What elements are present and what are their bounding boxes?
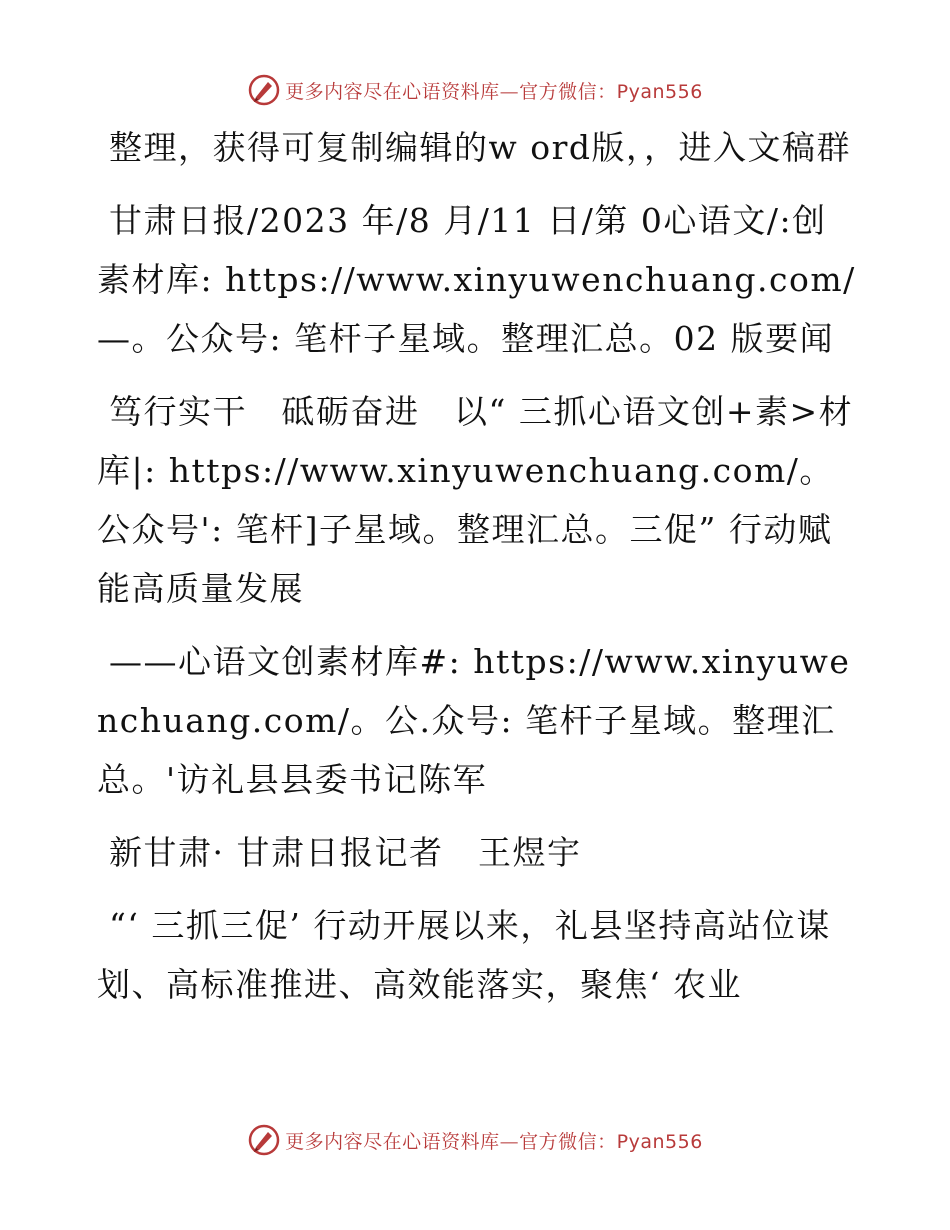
footer-banner-main: 更多内容尽在心语资料库 [285, 1130, 500, 1153]
paragraph-2: 甘肃日报/2023 年/8 月/11 日/第 0心语文/:创素材库: https://www.xinyuwenchuang.com/—。公众号: 笔杆子星域。整理汇总。02 版要闻 [97, 201, 856, 358]
document-body [97, 118, 857, 1028]
paragraph-3: 笃行实干 砥砺奋进 以“ 三抓心语文创+素>材库|: https://www.xinyuwenchuang.com/。公众号': 笔杆]子星域。整理汇总。三促” 行动赋能高质量发展 [97, 392, 854, 608]
header-banner-rest: 官方微信：Pyan556 [519, 80, 703, 103]
pen-nib-logo-icon [247, 73, 281, 107]
footer-banner-sep: — [499, 1130, 520, 1153]
header-banner-main: 更多内容尽在心语资料库 [285, 80, 500, 103]
header-banner-text [285, 77, 703, 104]
footer-banner-text [285, 1127, 703, 1154]
paragraph-1: 整理，获得可复制编辑的w ord版，，进入文稿群 [109, 128, 852, 167]
paragraph-4: ——心语文创素材库#: https://www.xinyuwenchuang.com/。公.众号: 笔杆子星域。整理汇总。'访礼县县委书记陈军 [97, 642, 851, 799]
paragraph-6: “‘ 三抓三促’ 行动开展以来，礼县坚持高站位谋划、高标准推进、高效能落实，聚焦‘ 农业 [97, 906, 831, 1004]
paragraph-5: 新甘肃· 甘肃日报记者 王煜宇 [109, 833, 582, 872]
pen-nib-logo-icon [247, 1123, 281, 1157]
header-banner-sep: — [499, 80, 520, 103]
header-banner [0, 70, 950, 110]
footer-banner [0, 1120, 950, 1160]
footer-banner-rest: 官方微信：Pyan556 [519, 1130, 703, 1153]
